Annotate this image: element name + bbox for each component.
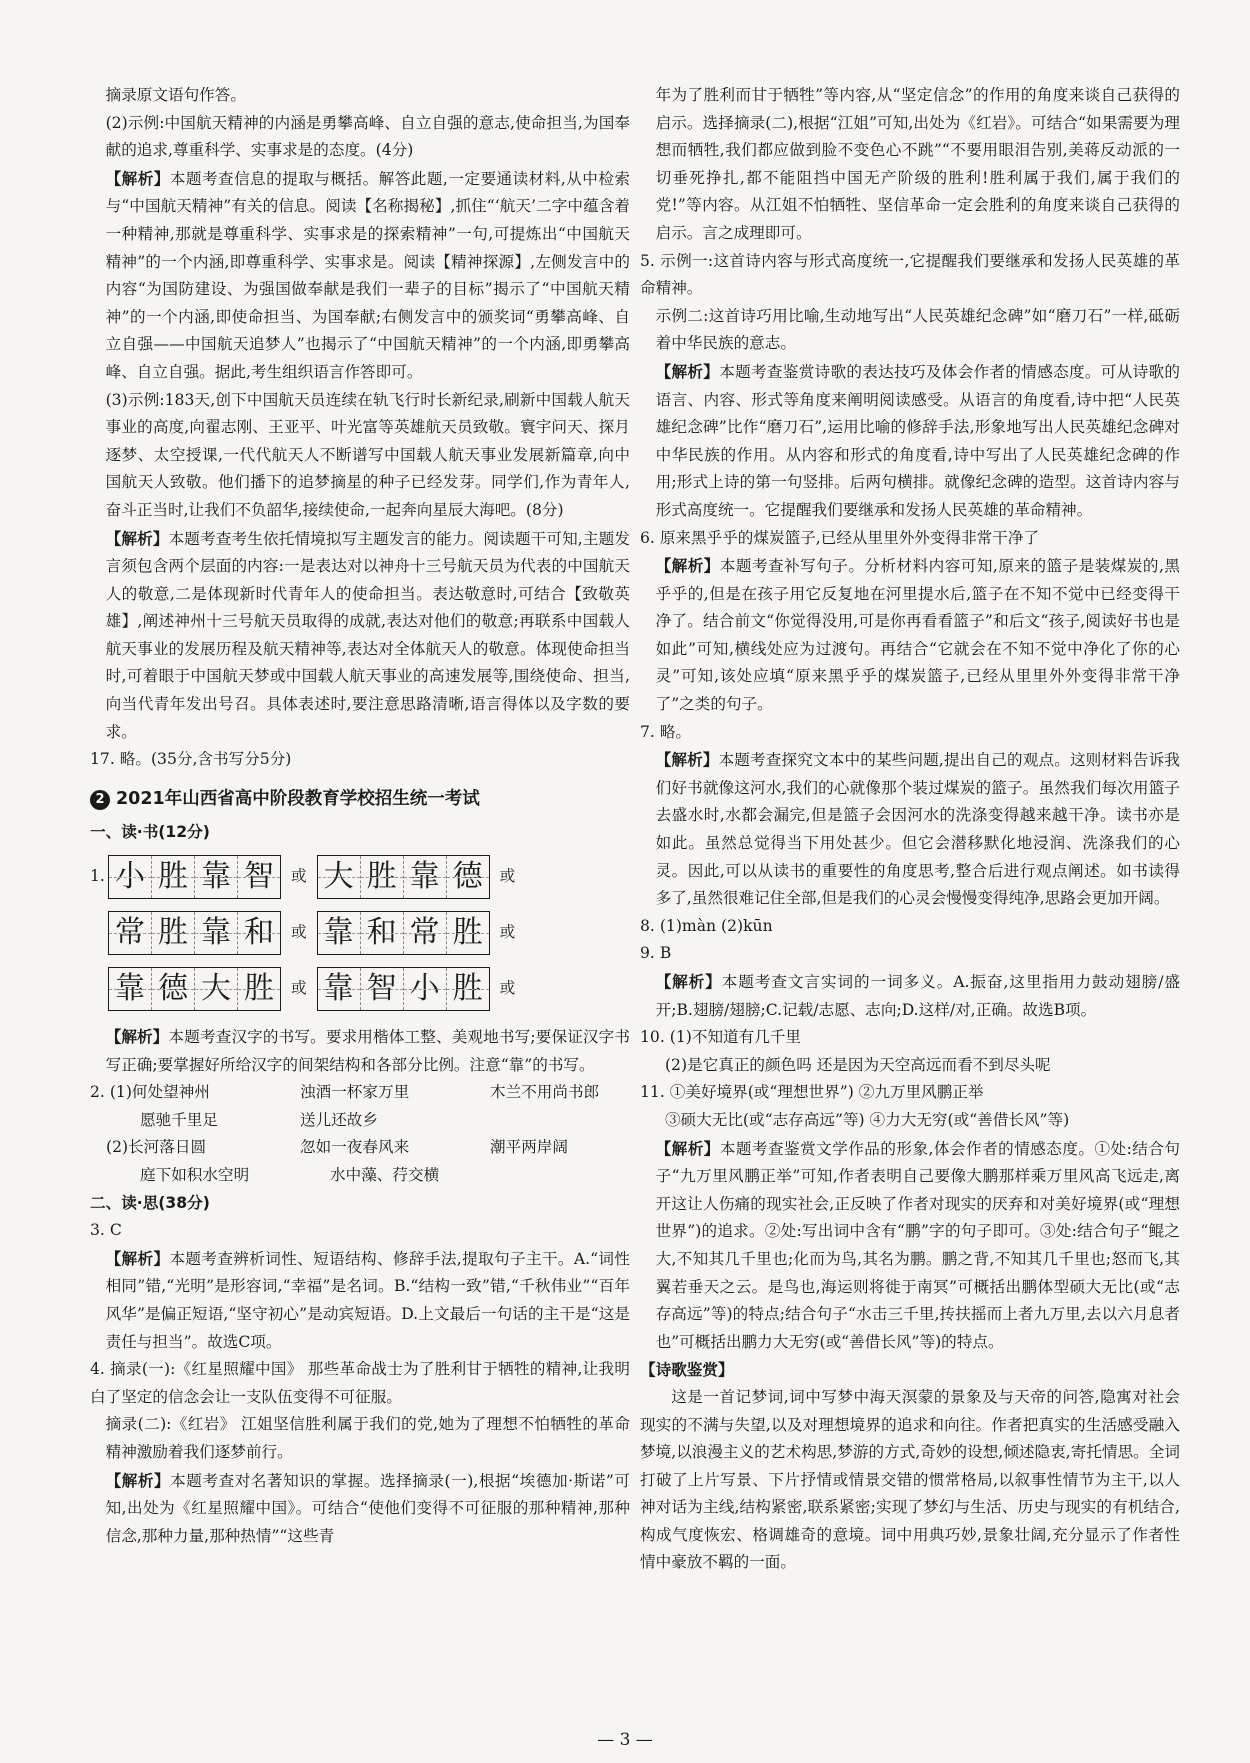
answer-text: (2)示例:中国航天精神的内涵是勇攀高峰、自立自强的意志,使命担当,为国奉献的追求,尊重科学、实事求是的态度。(4分) <box>105 113 630 160</box>
analysis-tag: 【解析】 <box>655 750 719 770</box>
part-heading: 二、读·思(38分) <box>90 1193 210 1212</box>
tian-grid <box>317 855 490 899</box>
grid-char: 胜 <box>238 968 280 1010</box>
answer-text: 11. ①美好境界(或“理想世界”) ②九万里风鹏正举 <box>640 1083 984 1102</box>
or-text: 或 <box>499 923 516 942</box>
answer-text: 7. 略。 <box>640 722 692 741</box>
grid-char: 小 <box>109 856 152 898</box>
grid-char: 常 <box>404 912 447 954</box>
grid-char: 和 <box>238 912 280 954</box>
tian-grid <box>108 911 281 955</box>
grid-char: 胜 <box>447 968 489 1010</box>
analysis-text: 本题考查汉字的书写。要求用楷体工整、美观地书写;要保证汉字书写正确;要掌握好所给汉字的间架结构和各部分比例。注意“靠”的书写。 <box>105 1028 630 1074</box>
answer-text: 5. 示例一:这首诗内容与形式高度统一,它提醒我们要继承和发扬人民英雄的革命精神。 <box>640 251 1180 298</box>
left-column <box>90 82 630 1550</box>
grid-char: 胜 <box>152 912 195 954</box>
right-column <box>640 82 1180 1577</box>
grid-char: 胜 <box>361 856 404 898</box>
analysis-tag: 【解析】 <box>655 361 720 381</box>
analysis-text: 年为了胜利而甘于牺牲”等内容,从“坚定信念”的作用的角度来谈自己获得的启示。选择摘录(二),根据“江姐”可知,出处为《红岩》。可结合“如果需要为理想而牺牲,我们都应做到脸不变色心不跳”“不要用眼泪告别,美蒋反动派的一切垂死挣扎,都不能阻挡中国无产阶级的胜利!胜利属于我们,属于我们的党!”等内容。从江姐不怕牺牲、坚信革命一定会胜利的角度来谈自己获得的启示。言之成理即可。 <box>655 86 1180 242</box>
grid-char: 胜 <box>447 912 489 954</box>
or-text: 或 <box>499 979 516 998</box>
or-text: 或 <box>291 923 307 942</box>
poem-appreciation-heading: 【诗歌鉴赏】 <box>640 1360 734 1380</box>
analysis-block <box>90 1245 630 1356</box>
grid-char: 智 <box>238 856 280 898</box>
analysis-text: 本题考查补写句子。分析材料内容可知,原来的篮子是装煤炭的,黑乎乎的,但是在孩子用它反复地在河里提水后,篮子在不知不觉中已经变得干净了。结合前文“你觉得没用,可是你再看看篮子”和后文“孩子,阅读好书也是如此”可知,横线处应为过渡句。再结合“它就会在不知不觉中净化了你的心灵”可知,该处应填“原来黑乎乎的煤炭篮子,已经从里里外外变得非常干净了”之类的句子。 <box>655 557 1180 714</box>
page-number: — 3 — <box>597 1730 653 1750</box>
answer-text: 2. (1)何处望神州 <box>90 1083 210 1102</box>
section-title-text: 2021年山西省高中阶段教育学校招生统一考试 <box>116 788 480 809</box>
analysis-text: 本题考查鉴赏诗歌的表达技巧及体会作者的情感态度。可从诗歌的语言、内容、形式等角度来阐明阅读感受。从语言的角度看,诗中把“人民英雄纪念碑”比作“磨刀石”,运用比喻的修辞手法,形象地写出人民英雄纪念碑对中华民族的作用。从内容和形式的角度看,诗中写出了人民英雄纪念碑的作用;形式上诗的第一句竖排。后两句横排。就像纪念碑的造型。这首诗内容与形式高度统一。它提醒我们要继承和发扬人民英雄的革命精神。 <box>655 362 1180 519</box>
part-heading: 一、读·书(12分) <box>90 823 210 842</box>
analysis-text: 本题考查辨析词性、短语结构、修辞手法,提取句子主干。A.“词性相同”错,“光明”是形容词,“幸福”是名词。B.“结构一致”错,“千秋伟业”“百年风华”是偏正短语,“坚守初心”是动宾短语。D.上文最后一句话的主干是“这是责任与担当”。故选C项。 <box>105 1249 630 1351</box>
analysis-tag: 【解析】 <box>655 972 722 991</box>
or-text: 或 <box>499 867 516 886</box>
analysis-text: 本题考查鉴赏文学作品的形象,体会作者的情感态度。①处:结合句子“九万里风鹏正举”可知,作者表明自己要像大鹏那样乘万里风高飞远走,离开这让人伤痛的现实社会,正反映了作者对现实的厌弃和对美好境界(或“理想世界”)的追求。②处:写出词中含有“鹏”字的句子即可。③处:结合句子“鲲之大,不知其几千里也;化而为鸟,其名为鹏。鹏之背,不知其几千里也;怒而飞,其翼若垂天之云。是鸟也,海运则将徙于南冥”可概括出鹏体型硕大无比(或“志存高远”等)的特点;结合句子“水击三千里,抟扶摇而上者九万里,去以六月息者也”可概括出鹏力大无穷(或“善借长风”等)的特点。 <box>655 1139 1180 1351</box>
or-text: 或 <box>291 867 307 886</box>
answer-text: 忽如一夜春风来 <box>300 1138 410 1157</box>
analysis-text: 本题考查考生依托情境拟写主题发言的能力。阅读题干可知,主题发言须包含两个层面的内容:一是表达对以神舟十三号航天员为代表的中国航天人的敬意,二是体现新时代青年人的使命担当。表达敬意时,可结合【致敬英雄】,阐述神州十三号航天员取得的成就,表达对他们的敬意;再联系中国载人航天事业的发展历程及航天精神等,表达对全体航天人的敬意。体现使命担当时,可着眼于中国航天梦或中国载人航天事业的高速发展等,围绕使命、担当,向当代青年发出号召。具体表述时,要注意思路清晰,语言得体以及字数的要求。 <box>105 529 630 741</box>
analysis-tag: 【解析】 <box>105 1027 169 1047</box>
poem-answers <box>90 1079 630 1189</box>
analysis-tag: 【解析】 <box>105 1470 171 1490</box>
grid-char: 小 <box>404 968 447 1010</box>
answer-text: (2)是它真正的颜色吗 还是因为天空高远而看不到尽头呢 <box>664 1055 1051 1074</box>
analysis-block <box>640 746 1180 913</box>
grid-char: 德 <box>447 856 489 898</box>
answer-text: 示例二:这首诗巧用比喻,生动地写出“人民英雄纪念碑”如“磨刀石”一样,砥砺着中华民族的意志。 <box>655 306 1180 353</box>
answer-text: 9. B <box>640 944 672 963</box>
poem-appreciation-text: 这是一首记梦词,词中写梦中海天溟蒙的景象及与天帝的问答,隐寓对社会现实的不满与失望,以及对理想境界的追求和向往。作者把真实的生活感受融入梦境,以浪漫主义的艺术构思,梦游的方式,奇妙的设想,倾述隐衷,寄托情思。全词打破了上片写景、下片抒情或情景交错的惯常格局,以叙事性情节为主干,以人神对话为主线,结构紧密,联系紧密;实现了梦幻与生活、历史与现实的有机结合,构成气度恢宏、格调雄奇的意境。词中用典巧妙,景象壮阔,充分显示了作者性情中豪放不羁的一面。 <box>640 1387 1180 1572</box>
grid-char: 大 <box>195 968 238 1010</box>
analysis-block <box>640 1135 1180 1357</box>
answer-text: 摘录原文语句作答。 <box>105 86 246 104</box>
grid-char: 靠 <box>195 912 238 954</box>
answer-text: 木兰不用尚书郎 <box>490 1083 600 1102</box>
grid-char: 德 <box>152 968 195 1010</box>
analysis-block <box>640 358 1180 525</box>
answer-text: (2)长河落日圆 <box>106 1138 207 1157</box>
analysis-text: 本题考查文言实词的一词多义。A.振奋,这里指用力鼓动翅膀/盛开;B.翅膀/翅膀;C.记载/志愿、志向;D.这样/对,正确。故选B项。 <box>655 973 1180 1019</box>
grid-char: 常 <box>109 912 152 954</box>
question-number: 1. <box>90 867 105 886</box>
grid-char: 靠 <box>318 968 361 1010</box>
answer-text: 摘录(二):《红岩》 江姐坚信胜利属于我们的党,她为了理想不怕牺牲的革命精神激励着我们逐梦前行。 <box>105 1415 630 1461</box>
analysis-tag: 【解析】 <box>105 1248 170 1268</box>
analysis-block <box>640 968 1180 1024</box>
analysis-block <box>90 1467 630 1551</box>
answer-text: 水中藻、荇交横 <box>330 1166 440 1184</box>
analysis-block <box>90 1023 630 1079</box>
section-number-badge: 2 <box>90 790 110 810</box>
answer-text: 浊酒一杯家万里 <box>300 1083 410 1102</box>
grid-char: 靠 <box>318 912 361 954</box>
analysis-text: 本题考查信息的提取与概括。解答此题,一定要通读材料,从中检索与“中国航天精神”有关的信息。阅读【名称揭秘】,抓住“‘航天’二字中蕴含着一种精神,那就是尊重科学、实事求是的探索精神”一句,可提炼出“中国航天精神”的一个内涵,即尊重科学、实事求是。阅读【精神探源】,左侧发言中的内容“为国防建设、为强国做奉献是我们一辈子的目标”揭示了“中国航天精神”的一个内涵,即使命担当、为国奉献;右侧发言中的颁奖词“勇攀高峰、自立自强——中国航天追梦人”也揭示了“中国航天精神”的一个内涵,即勇攀高峰、自立自强。据此,考生组织语言作答即可。 <box>105 169 630 381</box>
analysis-tag: 【解析】 <box>105 528 169 548</box>
grid-char: 胜 <box>152 856 195 898</box>
section-title <box>90 786 630 814</box>
analysis-block <box>90 165 630 387</box>
analysis-text: 本题考查探究文本中的某些问题,提出自己的观点。这则材料告诉我们好书就像这河水,我们的心就像那个装过煤炭的篮子。虽然我们每次用篮子去盛水时,水都会漏完,但是篮子会因河水的洗涤变得越来越干净。读书亦是如此。虽然总觉得当下用处甚少。但它会潜移默化地浸润、洗涤我们的心灵。因此,可以从读书的重要性的角度思考,整合后进行观点阐述。如书读得多了,虽然很难记住全部,但是我们的心灵会慢慢变得纯净,思路会更加开阔。 <box>655 751 1180 908</box>
tian-grid <box>108 967 281 1011</box>
writing-grid-row <box>90 855 630 899</box>
grid-char: 和 <box>361 912 404 954</box>
writing-grid-row <box>90 911 630 955</box>
analysis-tag: 【解析】 <box>105 168 170 188</box>
answer-text: 10. (1)不知道有几千里 <box>640 1028 802 1047</box>
answer-text: 6. 原来黑乎乎的煤炭篮子,已经从里里外外变得非常干净了 <box>640 528 1040 547</box>
analysis-block <box>90 525 630 747</box>
writing-grid-row <box>90 967 630 1011</box>
analysis-tag: 【解析】 <box>655 556 720 576</box>
grid-char: 靠 <box>195 856 238 898</box>
tian-grid <box>317 911 490 955</box>
answer-text: 送儿还故乡 <box>300 1110 378 1129</box>
grid-char: 大 <box>318 856 361 898</box>
answer-text: 8. (1)màn (2)kūn <box>640 916 773 935</box>
answer-text: 庭下如积水空明 <box>140 1166 250 1184</box>
answer-text: 潮平两岸阔 <box>490 1138 568 1157</box>
tian-grid <box>317 967 490 1011</box>
grid-char: 靠 <box>109 968 152 1010</box>
answer-text: 3. C <box>90 1221 122 1240</box>
analysis-text: 本题考查对名著知识的掌握。选择摘录(一),根据“埃德加·斯诺”可知,出处为《红星照耀中国》。可结合“使他们变得不可征服的那种精神,那种信念,那种力量,那种热情”“这些青 <box>105 1471 630 1545</box>
answer-text: 4. 摘录(一):《红星照耀中国》 那些革命战士为了胜利甘于牺牲的精神,让我明白了坚定的信念会让一支队伍变得不可征服。 <box>90 1360 630 1406</box>
answer-text: 17. 略。(35分,含书写分5分) <box>90 750 292 769</box>
analysis-block <box>640 552 1180 719</box>
answer-text: 愿驰千里足 <box>140 1110 218 1129</box>
grid-char: 靠 <box>404 856 447 898</box>
answer-text: ③硕大无比(或“志存高远”等) ④力大无穷(或“善借长风”等) <box>664 1110 1070 1129</box>
tian-grid <box>108 855 281 899</box>
answer-text: (3)示例:183天,创下中国航天员连续在轨飞行时长新纪录,刷新中国载人航天事业的高度,向翟志刚、王亚平、叶光富等英雄航天员致敬。寰宇问天、探月逐梦、太空授课,一代代航天人不断谱写中国载人航天事业发展新篇章,向中国航天人致敬。他们播下的追梦摘星的种子已经发芽。同学们,作为青年人,奋斗正当时,让我们不负韶华,接续使命,一起奔向星辰大海吧。(8分) <box>105 390 630 519</box>
analysis-tag: 【解析】 <box>655 1138 720 1158</box>
or-text: 或 <box>291 979 307 998</box>
grid-char: 智 <box>361 968 404 1010</box>
